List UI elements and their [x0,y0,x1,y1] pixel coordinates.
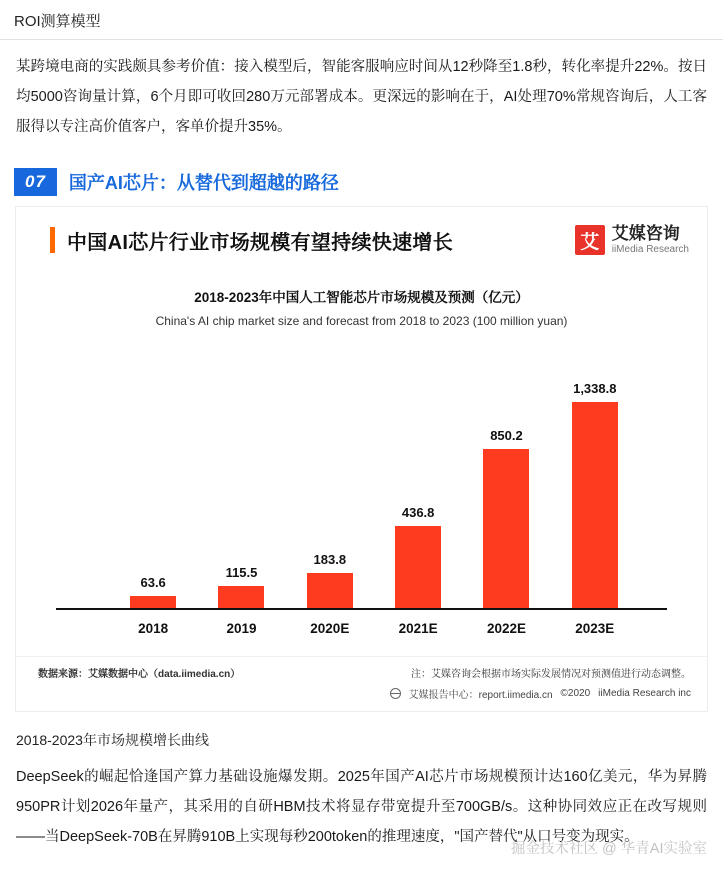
accent-bar [50,227,55,253]
chart-title-cn: 2018-2023年中国人工智能芯片市场规模及预测（亿元） [194,289,529,305]
brand-logo [575,225,689,256]
footer-org: iiMedia Research inc [598,687,691,699]
bar [483,449,529,608]
watermark: 掘金技术社区 @ 华青AI实验室 [511,840,707,857]
bar-value-label: 436.8 [401,505,435,521]
brand-name-cn: 艾媒咨询 [611,224,680,243]
card-header [16,207,707,264]
source-row [16,656,707,684]
roi-title: ROI测算模型 [14,13,101,30]
x-tick-label: 2019 [226,620,257,636]
bar [395,526,441,608]
section-title: 国产AI芯片：从替代到超越的路径 [68,173,339,193]
figure-caption: 2018-2023年市场规模增长曲线 [16,731,209,748]
x-tick-label: 2021E [398,620,438,636]
bar-column [558,358,632,608]
bar-value-label: 183.8 [313,552,347,568]
footer-copyright: ©2020 [560,687,591,699]
section-number: 07 [14,168,57,196]
data-source: 数据来源：艾媒数据中心（data.iimedia.cn） [38,668,241,680]
brand-mark-icon: 艾 [575,225,605,255]
bar-value-label: 115.5 [225,565,258,581]
x-axis [56,608,667,610]
bar-value-label: 850.2 [490,427,523,443]
bar-value-label: 63.6 [140,574,166,590]
card-title: 中国AI芯片行业市场规模有望持续快速增长 [67,231,453,254]
footer-report-link[interactable]: 艾媒报告中心：report.iimedia.cn [408,689,553,701]
bar-value-label: 1,338.8 [573,380,617,396]
x-tick-label: 2018 [138,620,169,636]
brand-name-en: iiMedia Research [611,243,689,255]
card-title-wrap [16,226,453,255]
bar-column [469,358,543,608]
bar [307,573,353,607]
brand-text [612,225,689,256]
bar [218,586,264,608]
bar-chart [56,344,667,644]
chart-title-en: China's AI chip market size and forecast from 2018 to 2023 (100 million yuan) [155,313,568,328]
x-tick-label: 2020E [310,620,350,636]
roi-paragraph: 某跨境电商的实践颇具参考价值：接入模型后，智能客服响应时间从12秒降至1.8秒，转化率提升22%。按日均5000咨询量计算，6个月即可收回280万元部署成本。更深远的影响在于，AI处理70%常规咨询后，人工客服得以专注高价值客户，客单价提升35%。 [16,59,707,135]
bottom-paragraph [0,750,723,870]
globe-icon [390,688,401,699]
data-note: 注：艾媒咨询会根据市场实际发展情况对预测值进行动态调整。 [411,668,691,680]
card-footer [16,684,707,711]
x-tick-label: 2022E [486,620,526,636]
section-header [14,168,723,196]
bar-column [116,358,190,608]
bottom-paragraph-text: DeepSeek的崛起恰逢国产算力基础设施爆发期。2025年国产AI芯片市场规模预计达160亿美元，华为昇腾950PR计划2026年量产，其采用的自研HBM技术将显存带宽提升至700GB/s。这种协同效应正在改写规则——当DeepSeek-70B在昇腾910B上实现每秒200token的推理速度，"国产替代"从口号变为现实。 [16,768,707,845]
chart-card [15,206,708,712]
x-tick-label: 2023E [575,620,615,636]
x-axis-labels [116,621,632,636]
bar-column [293,358,367,608]
bar-column [381,358,455,608]
bar [130,596,176,608]
bar-column [204,358,278,608]
bar [572,402,618,608]
bar-series [116,358,632,608]
